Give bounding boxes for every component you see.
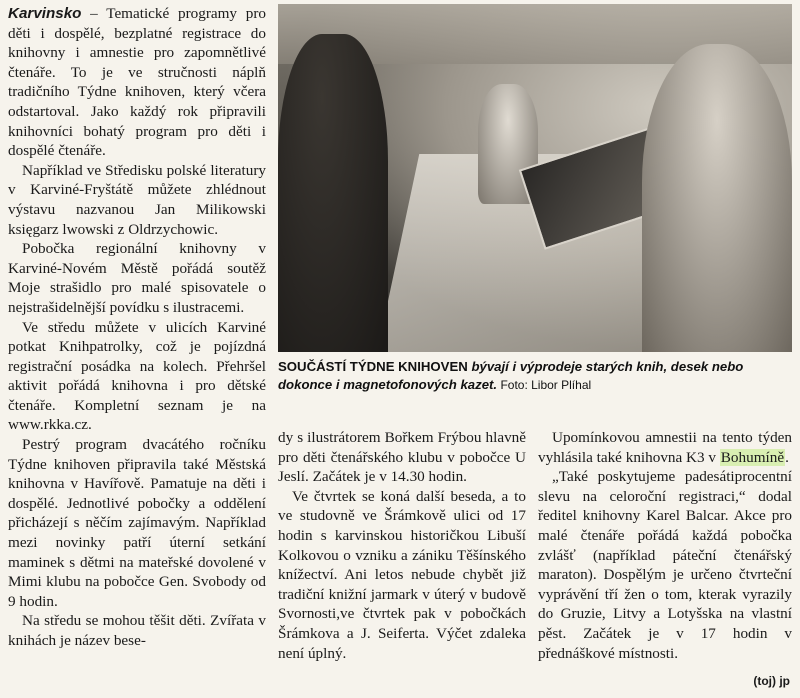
paragraph: Karvinsko – Tematické programy pro děti i dospělé, bezplatné registrace do knihovny i amnestie pro zapomnětlivé čtenáře. To je ve stručnosti náplň tradičního Týdne knihoven, který včera odstartoval. Jako každý rok připravili knihovníci bohatý program pro děti i dospělé čtenáře.	[8, 5, 266, 160]
photo-caption	[278, 358, 792, 394]
paragraph: Ve středu můžete v ulicích Karviné potkat Knihpatrolky, což je pojízdná registrační posádka na kolech. Přehršel aktivit pořádá knihovna i pro dětské čtenáře. Kompletní seznam je na www.rkka.cz.	[8, 318, 266, 434]
article-column-2	[278, 428, 526, 663]
caption-lead: SOUČÁSTÍ TÝDNE KNIHOVEN	[278, 359, 468, 374]
paragraph: Pobočka regionální knihovny v Karviné-Novém Městě pořádá soutěž Moje strašidlo pro malé spisovatele o nejstrašidelnější povídku s ilustracemi.	[8, 240, 266, 316]
caption-text: bývají i výprodeje starých knih, desek nebo dokonce i magnetofonových kazet.	[278, 359, 744, 392]
highlighted-word: Bohumíně	[720, 448, 785, 466]
photo-credit: Foto: Libor Plíhal	[497, 378, 592, 392]
paragraph: Pestrý program dvacátého ročníku Týdne knihoven připravila také Městská knihovna v Havířově. Pamatuje na děti i dospělé. Jednotlivé pobočky a oddělení přicházejí s něčím zajímavým. Například mezi novinky patří úterní setkání maminek s dětmi na mateřské dovolené v Mimi klubu na pobočce Gen. Svobody od 9 hodin.	[8, 436, 266, 610]
dateline: Karvinsko	[8, 5, 82, 22]
article-column-3	[538, 428, 792, 663]
paragraph: Na středu se mohou těšit děti. Zvířata v knihách je název bese-	[8, 612, 266, 649]
paragraph: Například ve Středisku polské literatury v Karviné-Fryštátě můžete zhlédnout výstavu nazvanou Jan Milikowski księgarz lwowski z Oldrzychowic.	[8, 161, 266, 238]
photo-person-right	[642, 44, 792, 352]
article-column-1	[8, 4, 266, 651]
author-signature: (toj) jp	[753, 674, 790, 688]
photo-person-left	[278, 34, 388, 352]
paragraph: Ve čtvrtek se koná další beseda, a to ve studovně ve Šrámkově ulici od 17 hodin s karvinskou historičkou Libuší Kolkovou o vzniku a zániku Těšínského knížectví. Ani letos nebude chybět již tradiční knižní jarmark v úterý v budově Svornosti,ve čtvrtek pak v pobočkách Šrámkova a J. Seiferta. Výčet zdaleka není úplný.	[278, 487, 526, 662]
paragraph: „Také poskytujeme padesátiprocentní slevu na celoroční registraci,“ dodal ředitel knihovny Karel Balcar. Akce pro malé čtenáře pořádá každá pobočka zvlášť (například páteční čtenářský maraton). Dospělým je určeno čtvrteční vyprávění tří žen o tom, kterak vyrazily do Gruzie, Litvy a Lotyšska na vlastní pěst. Začátek je v 17 hodin v přednáškové místnosti.	[538, 468, 792, 662]
paragraph: dy s ilustrátorem Bořkem Frýbou hlavně pro děti čtenářského klubu v pobočce U Jeslí. Začátek je v 14.30 hodin.	[278, 429, 526, 486]
paragraph: Upomínkovou amnestii na tento týden vyhlásila také knihovna K3 v Bohumíně.	[538, 429, 792, 466]
article-photo	[278, 4, 792, 352]
